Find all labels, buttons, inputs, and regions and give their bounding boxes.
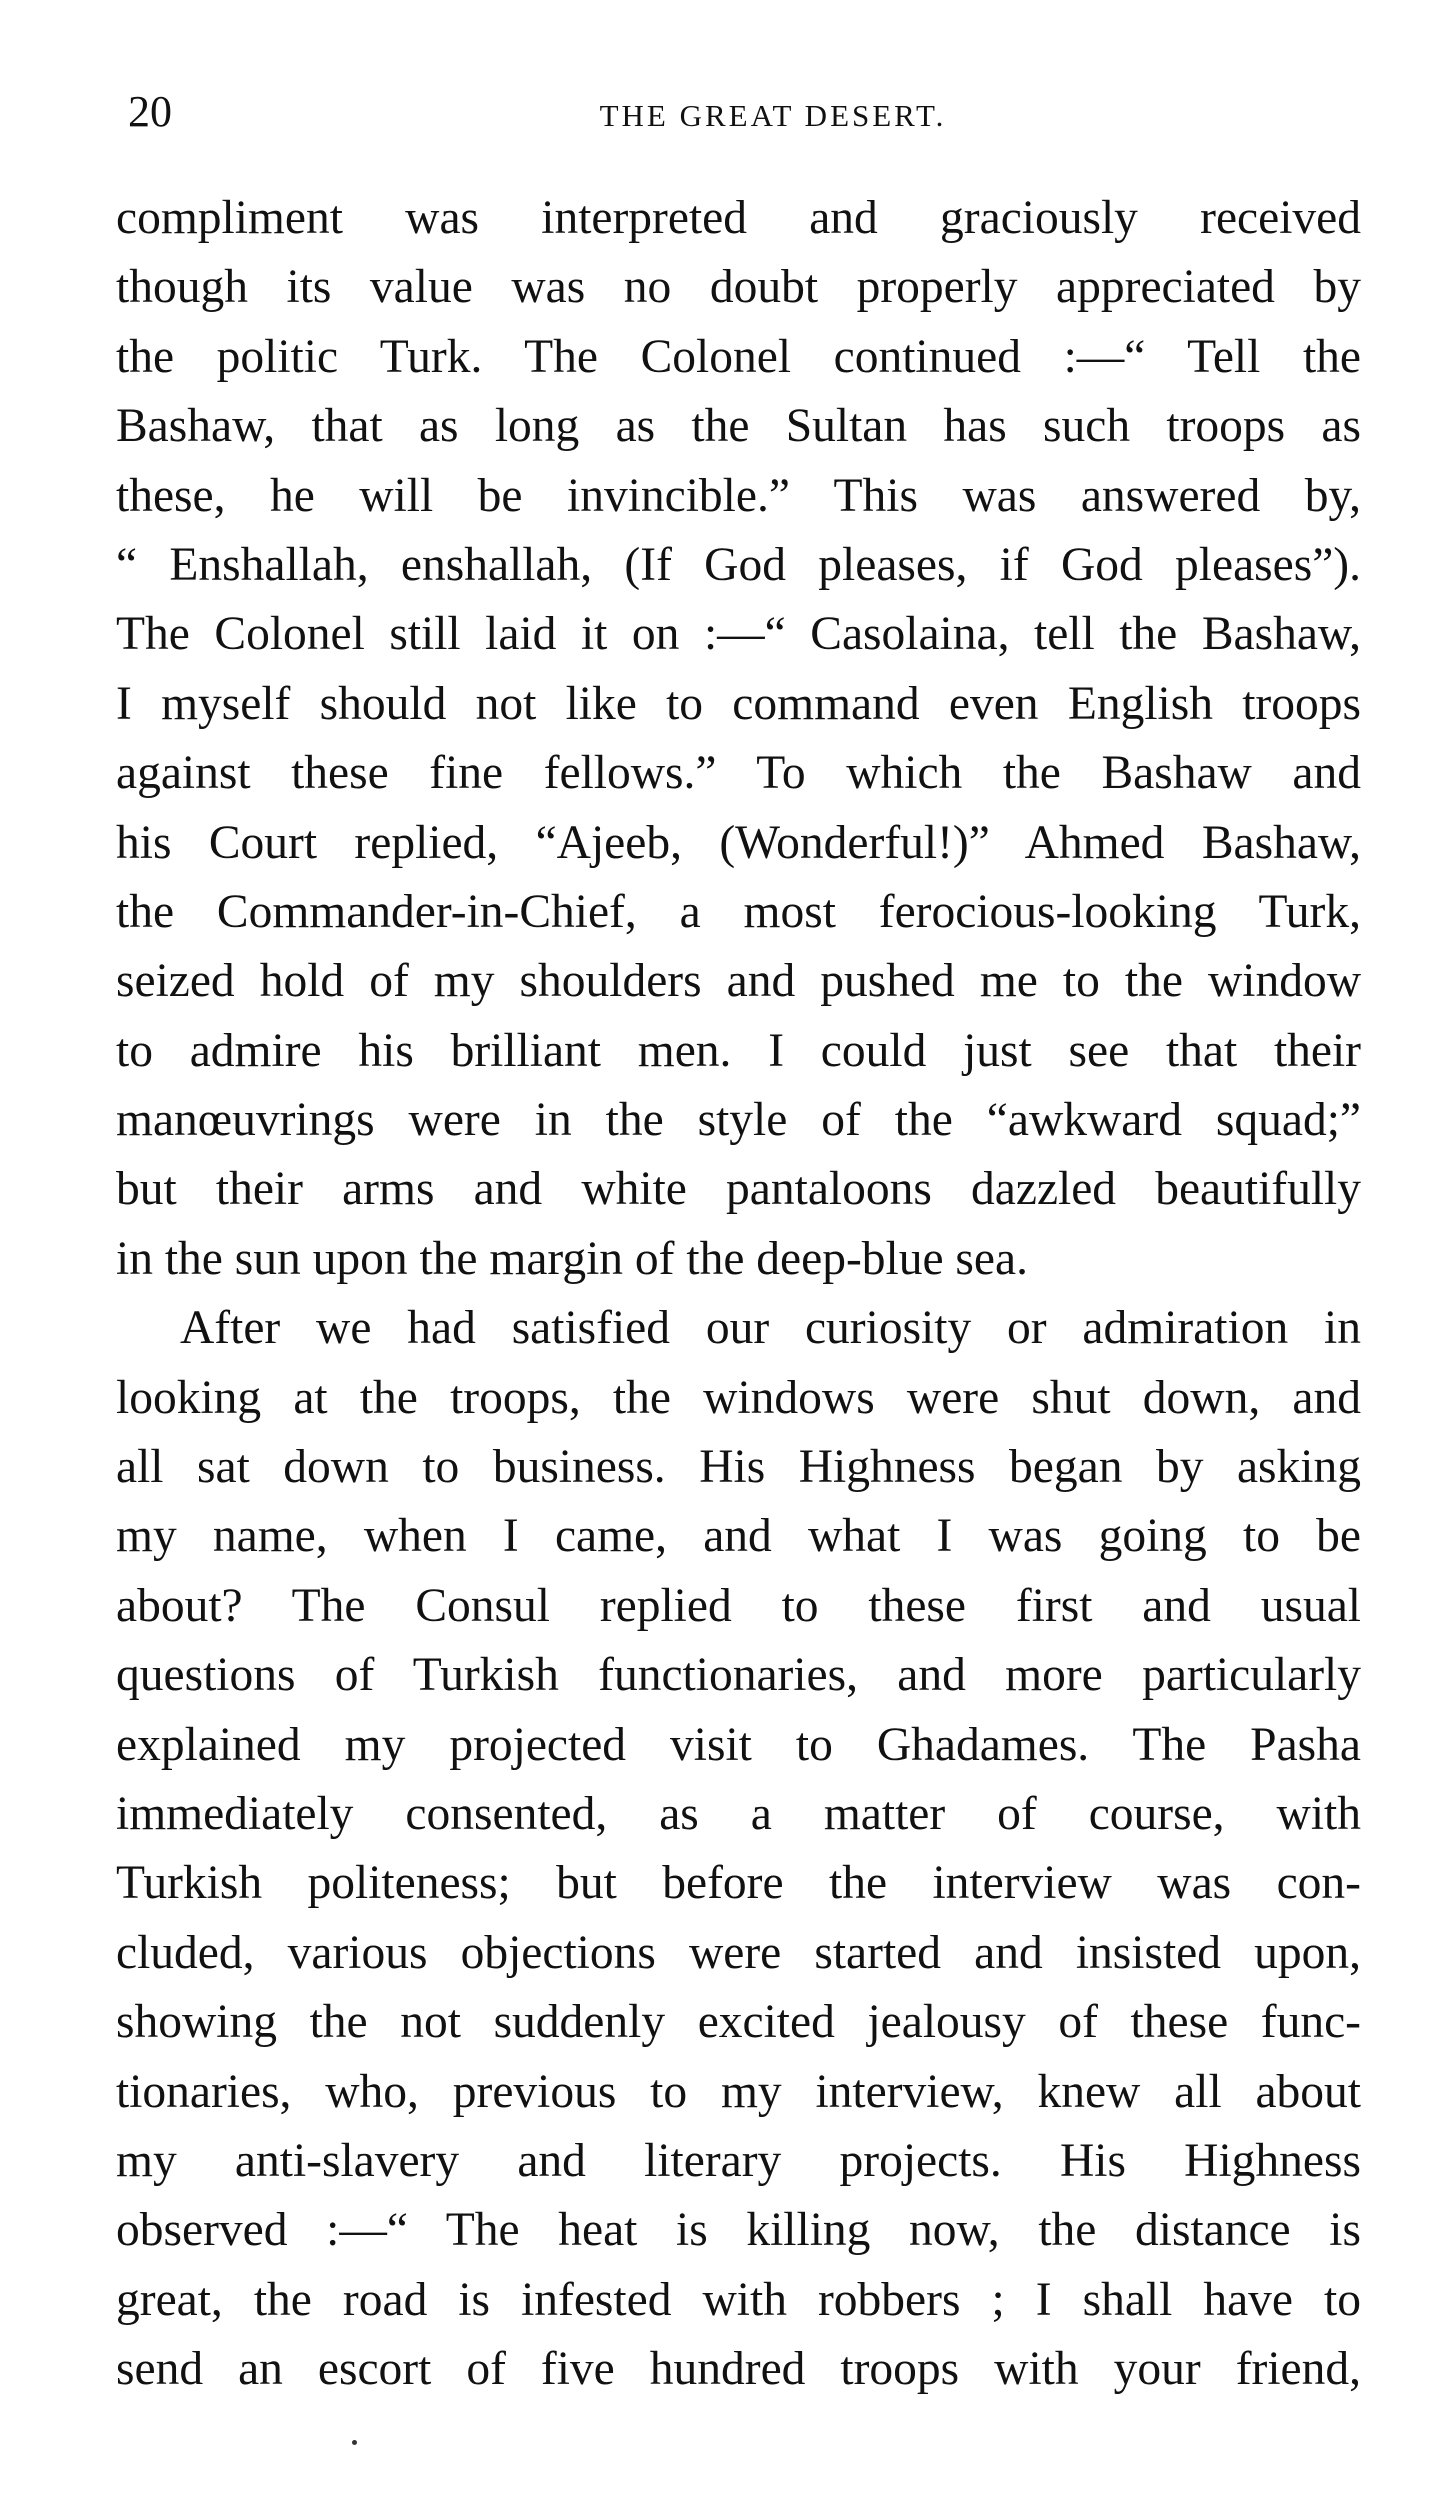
text-line: cluded, various objections were started and insisted upon, [116, 1926, 1361, 1979]
text-line: I myself should not like to command even English troops [116, 677, 1361, 730]
paragraph-1 [116, 184, 1361, 1294]
text-line: After we had satisfied our curiosity or admiration in [180, 1302, 1361, 1355]
text-line: his Court replied, “Ajeeb, (Wonderful!)” Ahmed Bashaw, [116, 816, 1361, 869]
print-speck [352, 2440, 357, 2445]
text-line: to admire his brilliant men. I could just see that their [116, 1024, 1361, 1077]
text-line: Turkish politeness; but before the interview was con- [116, 1857, 1361, 1910]
page-number: 20 [128, 87, 172, 136]
text-line: tionaries, who, previous to my interview, knew all about [116, 2065, 1361, 2118]
text-line: explained my projected visit to Ghadames. The Pasha [116, 1718, 1361, 1771]
text-line: observed :—“ The heat is killing now, the distance is [116, 2204, 1361, 2257]
text-line: these, he will be invincible.” This was answered by, [116, 469, 1361, 522]
text-line: great, the road is infested with robbers ; I shall have to [116, 2273, 1361, 2326]
text-line: seized hold of my shoulders and pushed me to the window [116, 955, 1361, 1008]
running-title: THE GREAT DESERT. [599, 98, 947, 133]
text-line: looking at the troops, the windows were shut down, and [116, 1371, 1361, 1424]
text-line: about? The Consul replied to these first and usual [116, 1579, 1361, 1632]
text-line: the Commander-in-Chief, a most ferocious-looking Turk, [116, 885, 1361, 938]
text-line: send an escort of five hundred troops with your friend, [116, 2343, 1361, 2396]
running-head [128, 82, 1358, 142]
text-line: my name, when I came, and what I was going to be [116, 1510, 1361, 1563]
text-line: immediately consented, as a matter of course, with [116, 1787, 1361, 1840]
text-line: the politic Turk. The Colonel continued :—“ Tell the [116, 330, 1361, 383]
text-line: compliment was interpreted and graciously received [116, 192, 1361, 244]
text-line: but their arms and white pantaloons dazzled beautifully [116, 1163, 1361, 1216]
text-line: my anti-slavery and literary projects. His Highness [116, 2134, 1361, 2187]
text-line: all sat down to business. His Highness began by asking [116, 1441, 1361, 1494]
text-line: in the sun upon the margin of the deep-blue sea. [116, 1232, 1028, 1285]
paragraph-2 [116, 1294, 1361, 2404]
text-line: The Colonel still laid it on :—“ Casolaina, tell the Bashaw, [116, 608, 1361, 661]
text-line: though its value was no doubt properly appreciated by [116, 261, 1361, 314]
text-line: questions of Turkish functionaries, and more particularly [116, 1649, 1361, 1702]
text-line: showing the not suddenly excited jealousy of these func- [116, 1996, 1361, 2049]
text-line: against these fine fellows.” To which the Bashaw and [116, 747, 1361, 800]
text-line: Bashaw, that as long as the Sultan has such troops as [116, 400, 1361, 453]
text-line: “ Enshallah, enshallah, (If God pleases, if God pleases”). [116, 538, 1361, 591]
body-text [116, 184, 1361, 2405]
text-line: manœuvrings were in the style of the “awkward squad;” [116, 1094, 1361, 1147]
